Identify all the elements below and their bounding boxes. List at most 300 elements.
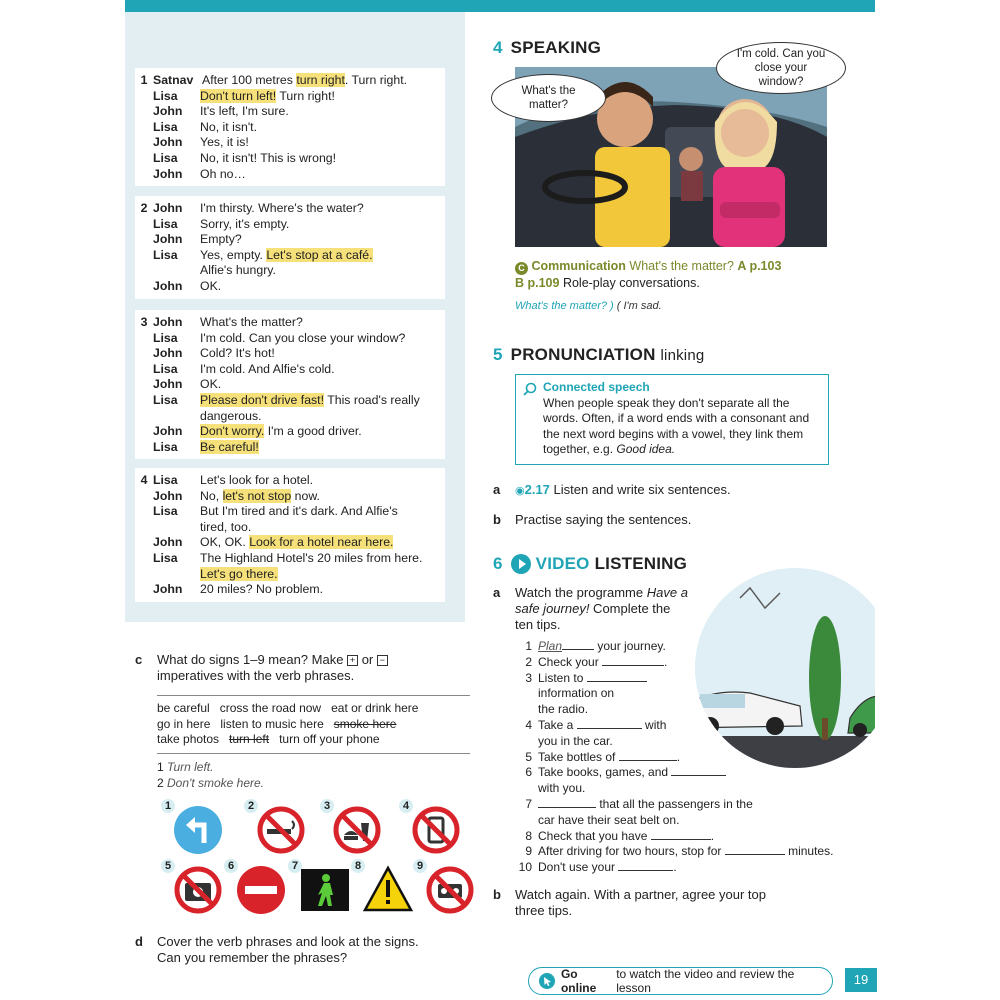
dialogue-line [135, 248, 445, 264]
text-segment: I'm thirsty. Where's the water? [200, 201, 364, 215]
exercise-c [135, 652, 455, 684]
connected-speech-box [515, 374, 829, 465]
tip-number: 9 [525, 844, 532, 859]
highlighted-phrase: Please don't drive fast! [200, 392, 325, 407]
speaker-name: John [153, 488, 183, 503]
programme-title: Have a [646, 585, 688, 600]
no-smoking-icon [256, 805, 306, 855]
text-segment: Yes, empty. [200, 247, 267, 262]
exercise-c-text: What do signs 1–9 mean? Make [157, 652, 344, 667]
audio-track[interactable]: 2.17 [524, 482, 550, 497]
tip-item [512, 765, 842, 797]
text-segment: No, [200, 488, 223, 503]
dialogue-line [135, 217, 445, 233]
tip-number: 3 [525, 670, 532, 685]
tip-item [512, 844, 842, 860]
verb-phrase: take photos [157, 732, 220, 746]
speaker-name: John [153, 377, 183, 392]
dialogue-1 [135, 68, 445, 186]
exercise-d [135, 934, 465, 966]
sign-number: 3 [320, 799, 334, 813]
dialogue-text [200, 520, 445, 536]
dialogue-3 [135, 310, 445, 459]
dialogue-line [135, 151, 445, 167]
page-ref-a[interactable]: A p.103 [737, 259, 782, 273]
dialogue-number [135, 331, 153, 347]
exercise-letter: a [493, 482, 501, 497]
dialogue-text [200, 167, 445, 183]
dialogue-text [200, 346, 445, 362]
dialogue-text [200, 504, 445, 520]
exercise-text-2: Complete the [589, 601, 671, 616]
dialogue-number [135, 393, 153, 409]
speaker-name: John [153, 232, 183, 247]
tip-item [512, 671, 842, 718]
dialogue-number [135, 167, 153, 183]
dialogue-number [135, 279, 153, 295]
tip-item [512, 718, 842, 750]
answer-blank[interactable] [651, 829, 711, 840]
speaker-name: Lisa [153, 439, 178, 454]
dialogue-line [135, 409, 445, 425]
dialogue-line [135, 315, 445, 331]
bubble-text: I'm cold. Can you close your window? [736, 48, 826, 88]
speaker-name: John [153, 315, 183, 329]
speech-bubble-left [491, 74, 606, 122]
tip-number: 2 [525, 654, 532, 669]
dialogue-line [135, 279, 445, 295]
dialogue-line [135, 489, 445, 505]
tip-text: information on [538, 686, 615, 701]
no-entry-icon [236, 865, 286, 915]
speaker-name: Lisa [153, 550, 178, 565]
dialogue-line [135, 362, 445, 378]
text-segment: After 100 metres [202, 73, 297, 87]
tip-item [512, 750, 842, 766]
dialogue-number [135, 504, 153, 520]
dialogue-number [135, 409, 153, 425]
phrase-row [157, 701, 470, 717]
dialogue-text [200, 217, 445, 233]
tip-text: . [673, 860, 677, 875]
tip-text: Take a [538, 717, 577, 732]
go-online-link[interactable] [528, 967, 833, 995]
dialogue-number [135, 377, 153, 393]
section-number: 5 [493, 345, 503, 364]
exercise-text: Listen and write six sentences. [549, 482, 731, 497]
text-segment: Let's look for a hotel. [200, 473, 314, 487]
answer-blank[interactable] [619, 750, 677, 761]
dialogue-text [200, 248, 445, 264]
answer-blank[interactable] [602, 655, 664, 666]
tip-text: with you. [538, 781, 586, 796]
dialogue-number: 1 [140, 73, 148, 87]
speaker-name: Lisa [153, 88, 178, 103]
audio-icon[interactable]: ◉ [515, 485, 525, 497]
text-segment: now. [291, 488, 320, 503]
dialogue-text [200, 409, 445, 425]
exercise-d-text-2: Can you remember the phrases? [157, 950, 348, 965]
no-eating-drinking-icon [332, 805, 382, 855]
text-segment: Turn right! [276, 88, 335, 103]
dialogue-line [135, 473, 445, 489]
dialogue-line [135, 520, 445, 536]
plus-box-icon: + [347, 655, 358, 666]
speaker-name: Lisa [153, 392, 178, 407]
video-b [493, 887, 813, 919]
dialogue-text [200, 201, 445, 217]
section-heading-video [493, 554, 687, 574]
dialogue-line [135, 263, 445, 279]
tip-text: with [641, 717, 667, 732]
speaker-name [153, 567, 200, 583]
dialogue-text [200, 331, 445, 347]
dialogue-line [135, 424, 445, 440]
dialogue-line [135, 232, 445, 248]
dialogue-text [200, 489, 445, 505]
sign-number: 4 [399, 799, 413, 813]
tip-number: 5 [525, 749, 532, 764]
section-title: SPEAKING [510, 38, 602, 57]
dialogue-number [135, 440, 153, 456]
section-number: 4 [493, 38, 503, 57]
speaker-name: Lisa [153, 330, 178, 345]
tip-item [512, 797, 842, 829]
exercise-c-text-2: imperatives with the verb phrases. [157, 668, 355, 683]
dialogue-text [200, 315, 445, 331]
highlighted-phrase: Let's stop at a café. [266, 247, 373, 262]
text-segment: I'm a good driver. [264, 424, 362, 439]
dialogue-number [135, 489, 153, 505]
dialogue-number [135, 424, 153, 440]
tip-text: your journey. [594, 639, 666, 653]
highlighted-phrase: let's not stop [222, 488, 292, 503]
dialogue-text [200, 377, 445, 393]
tip-number: 10 [518, 860, 532, 875]
highlighted-phrase: Look for a hotel near here. [249, 535, 394, 550]
text-segment: The Highland Hotel's 20 miles from here. [200, 550, 423, 565]
sign-number: 5 [161, 859, 175, 873]
sign-number: 2 [244, 799, 258, 813]
tip-text: Check your [538, 654, 603, 669]
text-segment: dangerous. [200, 408, 262, 423]
dialogue-number [135, 535, 153, 551]
exercise-letter: a [493, 585, 501, 600]
go-online-label: Go online [560, 967, 597, 995]
answer-blank[interactable] [538, 797, 596, 808]
speech-bubble-right [716, 42, 846, 94]
example-answer: I'm sad. [623, 300, 662, 312]
dialogue-text [200, 535, 445, 551]
dialogue-number [135, 135, 153, 151]
pronunciation-b [493, 512, 691, 528]
verb-phrase: go in here [157, 716, 211, 731]
dialogue-text [200, 424, 445, 440]
speaker-name [153, 520, 200, 536]
dialogue-line [135, 73, 445, 89]
tip-text: the radio. [538, 702, 589, 717]
communication-title: Communication [531, 259, 626, 273]
speaker-name: Lisa [153, 473, 178, 487]
verb-phrase-box [157, 695, 470, 754]
section-heading-speaking [493, 38, 601, 58]
dialogue-line [135, 201, 445, 217]
speaker-name: Lisa [153, 361, 178, 376]
dialogue-text [200, 263, 445, 279]
dialogue-line [135, 582, 445, 598]
dialogue-line [135, 393, 445, 409]
exercise-text: Watch the programme [515, 585, 647, 600]
tip-item [512, 655, 842, 671]
dialogue-text [200, 440, 445, 456]
dialogue-text [200, 362, 445, 378]
section-title: LISTENING [594, 554, 688, 573]
tip-text: car have their seat belt on. [538, 812, 680, 827]
page-number: 19 [845, 968, 877, 992]
dialogue-text [200, 120, 445, 136]
dialogue-text [200, 135, 445, 151]
exercise-letter: d [135, 934, 143, 949]
page-ref-b[interactable]: B p.109 [515, 276, 560, 290]
exercise-text-2: three tips. [515, 903, 573, 918]
answer-blank[interactable] [671, 765, 726, 776]
exercise-text-3: ten tips. [515, 617, 561, 632]
section-subtitle: linking [660, 347, 705, 364]
box-text: When people speak they don't separate all the words. Often, if a word ends with a consonant and the next word begins with a vowel, they link them together, e.g. [543, 395, 810, 456]
text-segment: OK. [200, 377, 222, 392]
example-answers [157, 759, 264, 791]
tip-text: Listen to [538, 670, 587, 685]
answer-blank[interactable] [587, 671, 647, 682]
minus-box-icon: − [377, 655, 388, 666]
answer-blank[interactable] [577, 718, 642, 729]
tip-text: minutes. [784, 844, 834, 859]
dialogue-text [200, 551, 445, 567]
highlighted-phrase: Don't worry. [200, 424, 265, 439]
dialogue-line [135, 104, 445, 120]
dialogue-line [135, 377, 445, 393]
speaker-name: John [153, 424, 183, 439]
dialogue-number [135, 217, 153, 233]
dialogue-text [200, 151, 445, 167]
speaker-name: Lisa [153, 216, 178, 231]
text-segment: Sorry, it's empty. [200, 216, 290, 231]
speaker-name: Satnav [153, 73, 194, 87]
pronunciation-a [493, 482, 731, 499]
sign-number: 6 [224, 859, 238, 873]
tip-number: 1 [525, 639, 532, 653]
tip-text: you in the car. [538, 733, 613, 748]
dialogue-text [200, 567, 445, 583]
dialogue-line [135, 567, 445, 583]
tip-answer: Plan [538, 639, 563, 653]
tip-text: Don't use your [538, 860, 619, 875]
section-heading-pronunciation [493, 345, 704, 365]
text-segment: Empty? [200, 232, 242, 247]
dialogue-number [135, 248, 153, 264]
tip-item [512, 860, 842, 876]
phrase-row [157, 732, 470, 748]
text-segment: . Turn right. [344, 73, 408, 87]
sign-number: 9 [413, 859, 427, 873]
tip-text: . [710, 828, 715, 843]
text-segment: It's left, I'm sure. [200, 104, 289, 119]
top-accent-bar [125, 0, 875, 12]
tip-item [512, 829, 842, 845]
highlighted-phrase: Let's go there. [200, 566, 278, 581]
text-segment: Yes, it is! [200, 135, 249, 150]
verb-phrase: turn off your phone [279, 732, 380, 746]
box-title: Connected speech [543, 380, 650, 394]
cursor-icon [539, 973, 555, 989]
section-title-accent: VIDEO [535, 554, 590, 573]
text-segment: 20 miles? No problem. [200, 582, 324, 597]
verb-phrase: cross the road now [219, 701, 322, 715]
dialogue-text [200, 473, 445, 489]
text-segment: tired, too. [200, 519, 252, 534]
text-segment: I'm cold. And Alfie's cold. [200, 361, 335, 376]
dialogue-line [135, 535, 445, 551]
example-answer: 2 Don't smoke here. [157, 776, 265, 790]
exercise-text: Practise saying the sentences. [515, 512, 692, 527]
speaker-name [153, 409, 200, 425]
go-online-text: to watch the video and review the lesson [616, 967, 795, 995]
text-segment: But I'm tired and it's dark. And Alfie's [200, 504, 398, 519]
text-segment: Alfie's hungry. [200, 263, 276, 278]
exercise-letter: b [493, 887, 501, 902]
box-example: Good idea. [616, 442, 676, 456]
no-photos-icon [173, 865, 223, 915]
dialogue-number [135, 346, 153, 362]
verb-phrase: eat or drink here [331, 701, 419, 715]
text-segment: OK, OK. [200, 535, 250, 550]
dialogue-number [135, 232, 153, 248]
tip-text: . [676, 749, 681, 764]
tips-list [512, 639, 842, 876]
speaker-name: John [153, 346, 183, 361]
dialogue-text [200, 582, 445, 598]
tip-text: Take bottles of [538, 749, 619, 764]
speaker-name: John [153, 535, 183, 550]
text-segment: No, it isn't. [200, 119, 258, 134]
dialogue-line [135, 331, 445, 347]
dialogue-number [135, 520, 153, 536]
tip-item [512, 639, 842, 655]
dialogue-number [135, 582, 153, 598]
dialogue-line [135, 120, 445, 136]
dialogue-number: 3 [140, 315, 148, 329]
speaker-name: Lisa [153, 247, 178, 262]
dialogue-text [200, 232, 445, 248]
video-a [493, 585, 708, 633]
tip-number: 6 [525, 765, 532, 780]
dialogue-text [200, 89, 445, 105]
dialogue-line [135, 346, 445, 362]
example-answer: 1 Turn left. [157, 760, 214, 774]
tip-number: 8 [525, 828, 532, 843]
text-segment: Oh no… [200, 166, 246, 181]
dialogue-text [200, 104, 445, 120]
speaker-name: John [153, 104, 183, 119]
highlighted-phrase: Be careful! [200, 439, 259, 454]
magnifier-icon [523, 382, 537, 396]
dialogue-text [202, 73, 445, 89]
answer-blank[interactable] [618, 860, 673, 871]
turn-left-arrow-icon [173, 805, 223, 855]
speaker-name: Lisa [153, 504, 178, 519]
dialogue-number [135, 551, 153, 567]
text-segment: OK. [200, 278, 222, 293]
or-text: or [361, 652, 374, 667]
verb-phrase: listen to music here [220, 716, 324, 731]
dialogue-number: 4 [140, 473, 148, 487]
highlighted-phrase: Don't turn left! [200, 88, 277, 103]
example-exchange: What's the matter? ) ( I'm sad. [515, 300, 662, 312]
section-title: PRONUNCIATION [510, 345, 656, 364]
tip-number: 4 [525, 717, 532, 732]
tip-text: that all the passengers in the [596, 796, 753, 811]
dialogue-number: 2 [140, 201, 148, 215]
dialogue-number [135, 567, 153, 583]
text-segment: Cold? It's hot! [200, 346, 275, 361]
sign-number: 7 [288, 859, 302, 873]
speaker-name: John [153, 582, 183, 597]
speaker-name: Lisa [153, 119, 178, 134]
no-music-icon [425, 865, 475, 915]
speaker-name: John [153, 166, 183, 181]
dialogue-number [135, 120, 153, 136]
dialogue-number [135, 263, 153, 279]
dialogue-text [200, 393, 445, 409]
exercise-d-text: Cover the verb phrases and look at the signs. [157, 934, 419, 949]
exercise-text: Watch again. With a partner, agree your top [515, 887, 766, 902]
dialogue-line [135, 167, 445, 183]
speaker-name: John [153, 135, 183, 150]
speaker-name: John [153, 201, 183, 215]
speaker-name: John [153, 278, 183, 293]
verb-phrase: smoke here [333, 716, 397, 731]
dialogue-2 [135, 196, 445, 299]
communication-icon: C [515, 262, 528, 275]
sign-number: 8 [351, 859, 365, 873]
programme-title-2: safe journey! [515, 601, 590, 616]
answer-blank[interactable] [725, 844, 785, 855]
warning-icon [363, 865, 413, 915]
dialogue-number [135, 104, 153, 120]
dialogue-line [135, 504, 445, 520]
example-question: What's the matter? [515, 300, 607, 312]
dialogue-line [135, 440, 445, 456]
communication-rest: Role-play conversations. [559, 276, 700, 290]
text-segment: This road's really [324, 392, 420, 407]
text-segment: No, it isn't! This is wrong! [200, 150, 337, 165]
pedestrian-walk-icon [300, 865, 350, 915]
dialogue-line [135, 89, 445, 105]
sign-number: 1 [161, 799, 175, 813]
phrase-row [157, 717, 470, 733]
speaker-name: Lisa [153, 150, 178, 165]
verb-phrase: turn left [229, 732, 270, 746]
verb-phrase: be careful [157, 701, 210, 715]
communication-question: What's the matter? [625, 259, 738, 273]
no-mobile-phone-icon [411, 805, 461, 855]
bubble-text: What's the matter? [521, 85, 576, 111]
highlighted-phrase: turn right [296, 73, 345, 87]
tip-text: Check that you have [538, 828, 651, 843]
text-segment: What's the matter? [200, 315, 303, 329]
answer-blank[interactable] [562, 639, 594, 650]
play-icon[interactable] [511, 554, 531, 574]
